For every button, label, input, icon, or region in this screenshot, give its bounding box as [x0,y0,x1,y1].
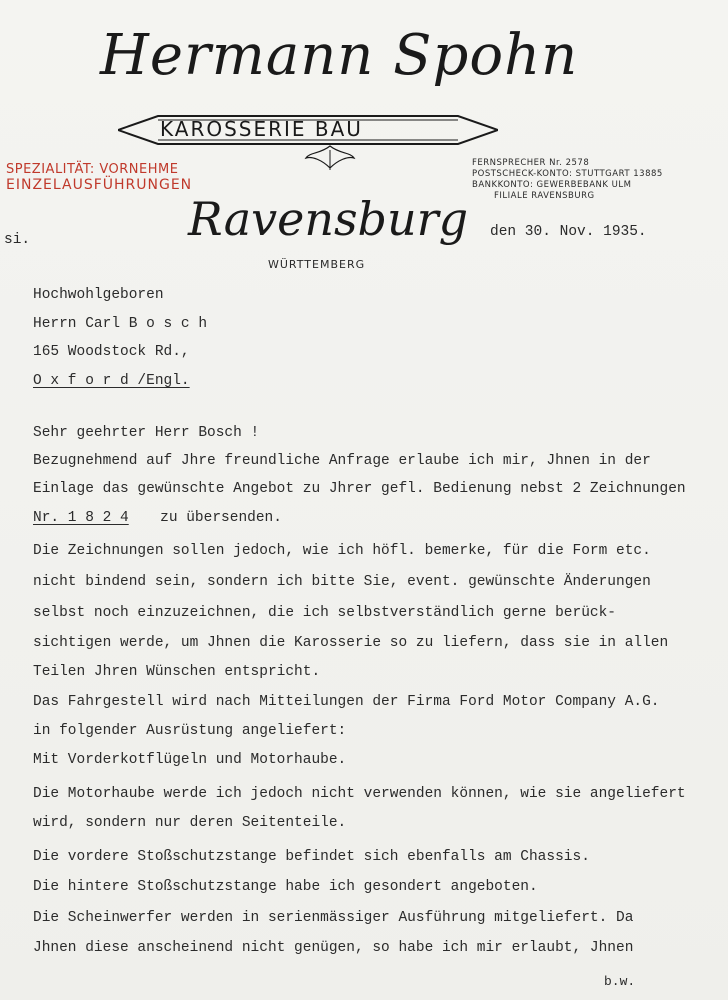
body-line: Bezugnehmend auf Jhre freundliche Anfrage erlaube ich mir, Jhnen in der [33,453,651,469]
letter-date: den 30. Nov. 1935. [490,224,647,240]
recipient-title: Hochwohlgeboren [33,287,164,303]
body-line: Die Scheinwerfer werden in serienmässiger Ausführung mitgeliefert. Da [33,910,634,926]
recipient-name: Herrn Carl B o s c h [33,316,208,332]
specialty-line-2: EINZELAUSFÜHRUNGEN [6,177,193,193]
ornament-icon [300,144,360,172]
recipient-city: O x f o r d /Engl. [33,373,190,389]
body-line: sichtigen werde, um Jhnen die Karosserie so zu liefern, dass sie in allen [33,635,669,651]
bank-branch: FILIALE RAVENSBURG [494,191,595,201]
body-line: Jhnen diese anscheinend nicht genügen, so habe ich mir erlaubt, Jhnen [33,940,634,956]
greeting: Sehr geehrter Herr Bosch ! [33,425,260,441]
body-line: selbst noch einzuzeichnen, die ich selbstverständlich gerne berück- [33,605,616,621]
body-line: Das Fahrgestell wird nach Mitteilungen der Firma Ford Motor Company A.G. [33,694,660,710]
business-type: KAROSSERIE BAU [160,117,363,141]
body-line: Die vordere Stoßschutzstange befindet sich ebenfalls am Chassis. [33,849,590,865]
body-line: Teilen Jhren Wünschen entspricht. [33,664,321,680]
company-logo: Hermann Spohn [100,23,579,88]
body-line [33,510,282,526]
body-line: Einlage das gewünschte Angebot zu Jhrer gefl. Bedienung nebst 2 Zeichnungen [33,481,686,497]
body-line: Die Motorhaube werde ich jedoch nicht verwenden können, wie sie angeliefert [33,786,686,802]
phone-number: FERNSPRECHER Nr. 2578 [472,158,590,168]
body-line: Die Zeichnungen sollen jedoch, wie ich höfl. bemerke, für die Form etc. [33,543,651,559]
postal-account: POSTSCHECK-KONTO: STUTTGART 13885 [472,169,663,179]
body-text: zu übersenden. [160,510,282,526]
continued-marker: b.w. [604,974,636,989]
recipient-street: 165 Woodstock Rd., [33,344,190,360]
body-line: in folgender Ausrüstung angeliefert: [33,723,347,739]
drawing-number: Nr. 1 8 2 4 [33,510,129,526]
letterhead-region: WÜRTTEMBERG [268,258,366,271]
body-line: Mit Vorderkotflügeln und Motorhaube. [33,752,347,768]
reference-initials: si. [4,232,31,248]
bank-account: BANKKONTO: GEWERBEBANK ULM [472,180,632,190]
specialty-line-1: SPEZIALITÄT: VORNEHME [6,162,179,177]
body-line: wird, sondern nur deren Seitenteile. [33,815,347,831]
letterhead-city: Ravensburg [188,192,469,246]
body-line: nicht bindend sein, sondern ich bitte Sie, event. gewünschte Änderungen [33,574,651,590]
body-line: Die hintere Stoßschutzstange habe ich gesondert angeboten. [33,879,538,895]
